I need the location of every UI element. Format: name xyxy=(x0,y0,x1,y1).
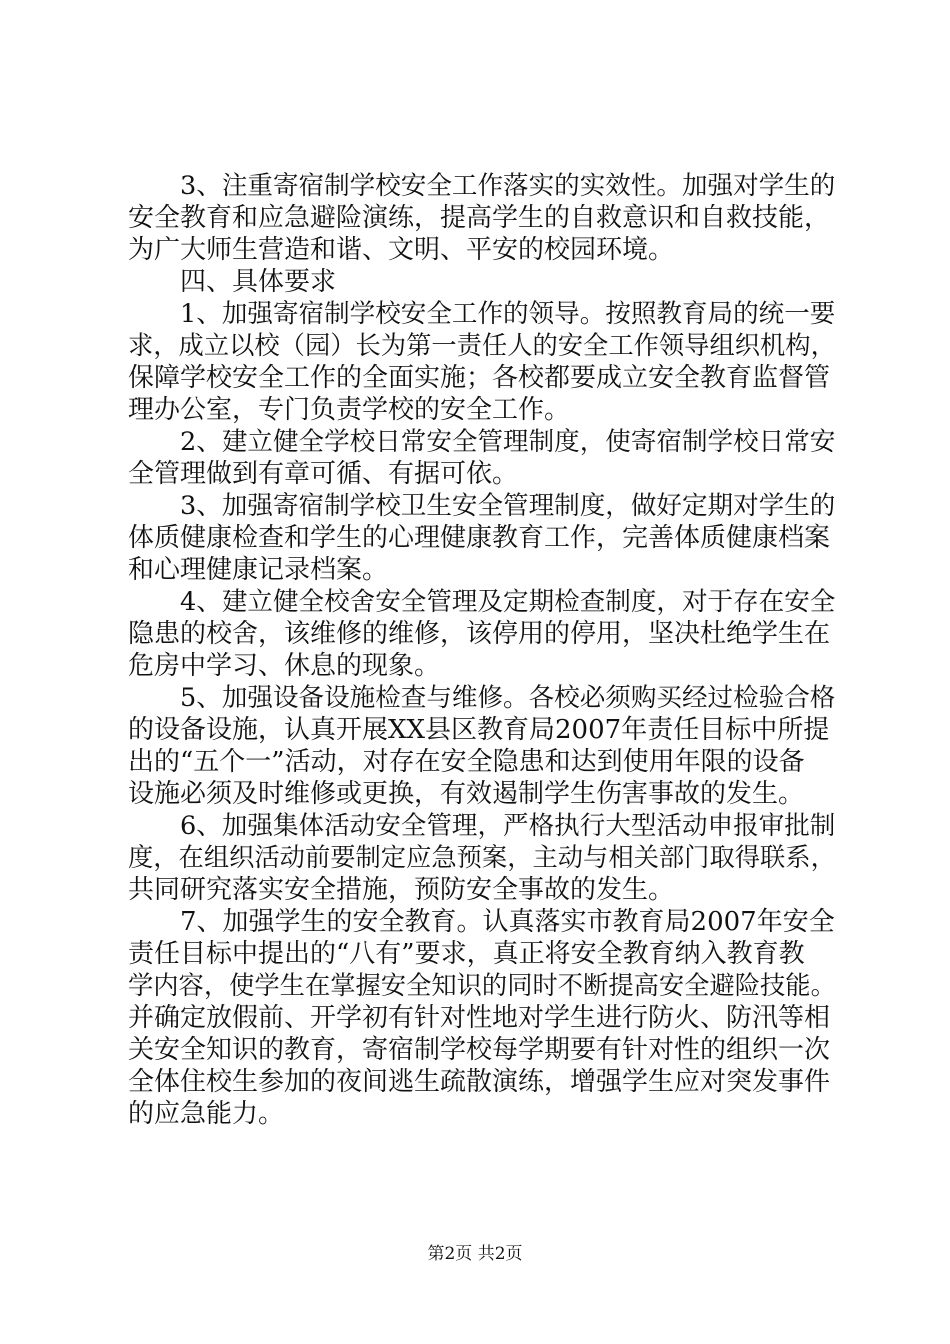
item-6-line-2: 度，在组织活动前要制定应急预案，主动与相关部门取得联系， xyxy=(128,843,836,872)
item-3-line-3: 和心理健康记录档案。 xyxy=(128,555,389,585)
item-1-line-4: 理办公室，专门负责学校的安全工作。 xyxy=(128,395,571,425)
item-7-line-7: 的应急能力。 xyxy=(128,1099,285,1129)
item-5-line-2: 的设备设施，认真开展XX县区教育局2007年责任目标中所提 xyxy=(128,715,830,745)
page-footer: 第2页 共2页 xyxy=(427,1244,523,1264)
item-5-line-4: 设施必须及时维修或更换，有效遏制学生伤害事故的发生。 xyxy=(128,779,805,809)
item-7-line-6: 全体住校生参加的夜间逃生疏散演练，增强学生应对突发事件 xyxy=(128,1067,831,1097)
item-2-line-2: 全管理做到有章可循、有据可依。 xyxy=(128,459,519,489)
item-7-line-5: 关安全知识的教育，寄宿制学校每学期要有针对性的组织一次 xyxy=(128,1035,831,1065)
item-7-line-1: 7、加强学生的安全教育。认真落实市教育局2007年安全 xyxy=(180,907,835,937)
item-5-line-1: 5、加强设备设施检查与维修。各校必须购买经过检验合格 xyxy=(180,683,836,713)
item-4-line-2: 隐患的校舍，该维修的维修，该停用的停用，坚决杜绝学生在 xyxy=(128,619,831,649)
item-3-line-2: 体质健康检查和学生的心理健康教育工作，完善体质健康档案 xyxy=(128,523,831,553)
item-7-line-2: 责任目标中提出的“八有”要求，真正将安全教育纳入教育教 xyxy=(128,939,805,969)
paragraph-3-line-2: 安全教育和应急避险演练，提高学生的自救意识和自救技能， xyxy=(128,203,831,233)
item-4-line-1: 4、建立健全校舍安全管理及定期检查制度，对于存在安全 xyxy=(180,587,836,617)
item-1-line-3: 保障学校安全工作的全面实施；各校都要成立安全教育监督管 xyxy=(128,363,831,393)
item-4-line-3: 危房中学习、休息的现象。 xyxy=(128,651,441,681)
item-5-line-3: 出的“五个一”活动，对存在安全隐患和达到使用年限的设备 xyxy=(128,747,805,777)
item-6-line-1: 6、加强集体活动安全管理，严格执行大型活动申报审批制 xyxy=(180,811,836,841)
item-1-line-2: 求，成立以校（园）长为第一责任人的安全工作领导组织机构， xyxy=(128,331,836,360)
paragraph-3-line-3: 为广大师生营造和谐、文明、平安的校园环境。 xyxy=(128,235,675,265)
document-body xyxy=(128,170,836,1130)
item-3-line-1: 3、加强寄宿制学校卫生安全管理制度，做好定期对学生的 xyxy=(180,491,836,521)
paragraph-3-line-1: 3、注重寄宿制学校安全工作落实的实效性。加强对学生的 xyxy=(180,171,836,201)
section-heading-requirements: 四、具体要求 xyxy=(180,267,337,297)
item-2-line-1: 2、建立健全学校日常安全管理制度，使寄宿制学校日常安 xyxy=(180,427,836,457)
item-6-line-3: 共同研究落实安全措施，预防安全事故的发生。 xyxy=(128,875,675,905)
item-1-line-1: 1、加强寄宿制学校安全工作的领导。按照教育局的统一要 xyxy=(180,299,836,329)
item-7-line-4: 并确定放假前、开学初有针对性地对学生进行防火、防汛等相 xyxy=(128,1003,831,1033)
item-7-line-3: 学内容，使学生在掌握安全知识的同时不断提高安全避险技能。 xyxy=(128,971,836,1000)
